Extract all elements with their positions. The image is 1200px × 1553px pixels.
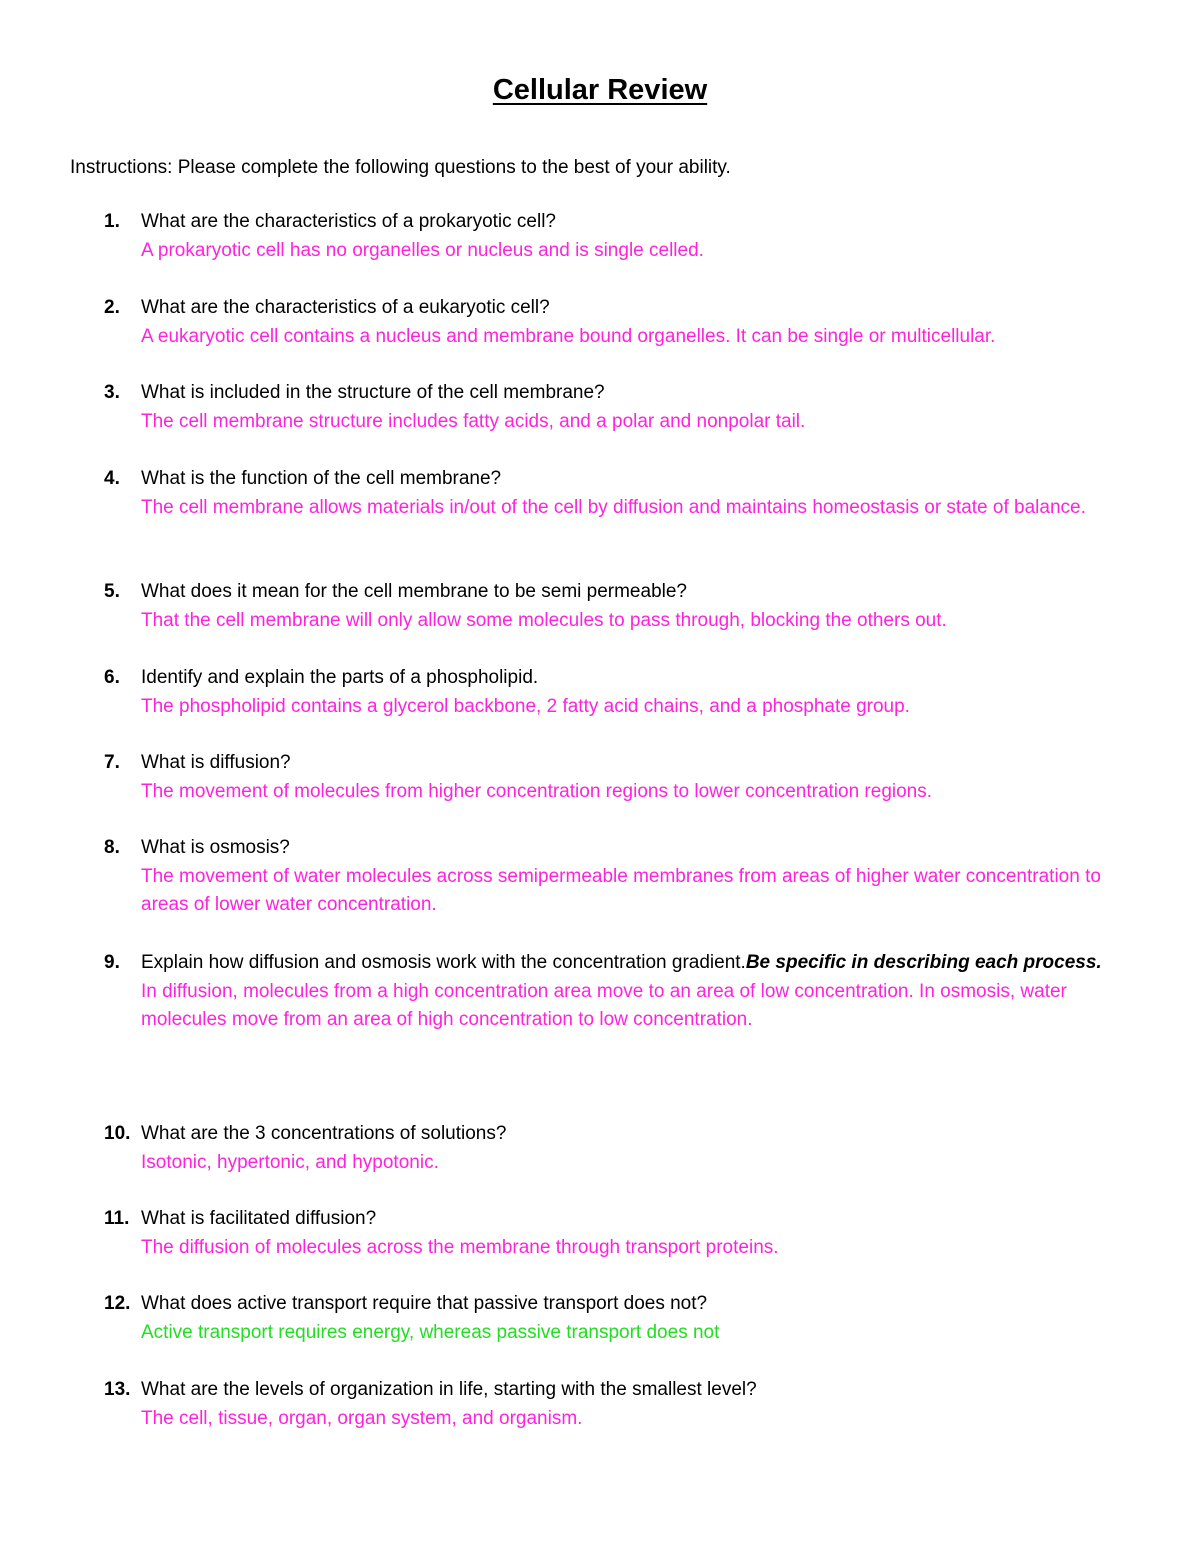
question-text: What is included in the structure of the cell membrane? (141, 382, 605, 403)
question-item (104, 1120, 1139, 1177)
question-item (104, 1290, 1139, 1347)
answer-text: In diffusion, molecules from a high concentration area move to an area of low concentration. In osmosis, water molecules move from an area of high concentration to low concentration. (141, 980, 1067, 1031)
question-item (104, 578, 1139, 635)
answer-text: The cell, tissue, organ, organ system, and organism. (141, 1407, 583, 1429)
question-item (104, 949, 1139, 1035)
question-text-main: Explain how diffusion and osmosis work with the concentration gradient. (141, 952, 746, 973)
question-number: 8. (104, 837, 120, 858)
answer-text: That the cell membrane will only allow some molecules to pass through, blocking the others out. (141, 609, 947, 631)
question-text: What does active transport require that passive transport does not? (141, 1293, 708, 1314)
question-text: What is the function of the cell membrane? (141, 468, 502, 489)
question-number: 1. (104, 211, 120, 232)
answer-text: The cell membrane structure includes fatty acids, and a polar and nonpolar tail. (141, 410, 806, 432)
answer-text: The phospholipid contains a glycerol backbone, 2 fatty acid chains, and a phosphate group. (141, 695, 910, 717)
answer-text: The diffusion of molecules across the membrane through transport proteins. (141, 1236, 779, 1258)
question-item (104, 1376, 1139, 1433)
question-number: 5. (104, 581, 120, 602)
question-item (104, 294, 1139, 351)
question-text: What does it mean for the cell membrane to be semi permeable? (141, 581, 687, 602)
answer-text: Isotonic, hypertonic, and hypotonic. (141, 1151, 439, 1173)
question-number: 12. (104, 1293, 131, 1314)
answer-text: The movement of molecules from higher concentration regions to lower concentration regions. (141, 780, 933, 802)
question-item (104, 379, 1139, 436)
question-text: What is diffusion? (141, 752, 291, 773)
question-item (104, 834, 1139, 920)
question-number: 4. (104, 468, 120, 489)
question-number: 6. (104, 667, 120, 688)
page-title: Cellular Review (492, 74, 708, 106)
question-text: What is facilitated diffusion? (141, 1208, 377, 1229)
answer-text: The movement of water molecules across semipermeable membranes from areas of higher water concentration to areas of lower water concentration. (141, 865, 1101, 916)
question-number: 2. (104, 297, 120, 318)
question-item (104, 208, 1139, 265)
question-number: 11. (104, 1208, 130, 1229)
answer-text: A eukaryotic cell contains a nucleus and membrane bound organelles. It can be single or multicellular. (141, 325, 996, 347)
question-text: What is osmosis? (141, 837, 290, 858)
question-number: 7. (104, 752, 120, 773)
question-item (104, 664, 1139, 721)
question-number: 13. (104, 1379, 131, 1400)
question-text (141, 949, 1139, 978)
question-text: What are the 3 concentrations of solutions? (141, 1123, 507, 1144)
answer-text: The cell membrane allows materials in/out of the cell by diffusion and maintains homeostasis or state of balance. (141, 496, 1086, 518)
answer-text: Active transport requires energy, whereas passive transport does not (141, 1321, 720, 1343)
question-text: What are the characteristics of a prokaryotic cell? (141, 211, 557, 232)
question-item (104, 1205, 1139, 1262)
question-emphasis: Be specific in describing each process. (745, 952, 1102, 973)
question-number: 3. (104, 382, 120, 403)
question-item (104, 749, 1139, 806)
question-text: What are the characteristics of a eukaryotic cell? (141, 297, 550, 318)
instructions-text: Instructions: Please complete the following questions to the best of your ability. (70, 157, 731, 178)
answer-text: A prokaryotic cell has no organelles or nucleus and is single celled. (141, 239, 704, 261)
question-item (104, 465, 1139, 522)
question-text: What are the levels of organization in life, starting with the smallest level? (141, 1379, 757, 1400)
question-number: 10. (104, 1123, 131, 1144)
question-number: 9. (104, 952, 120, 973)
question-text: Identify and explain the parts of a phospholipid. (141, 667, 539, 688)
